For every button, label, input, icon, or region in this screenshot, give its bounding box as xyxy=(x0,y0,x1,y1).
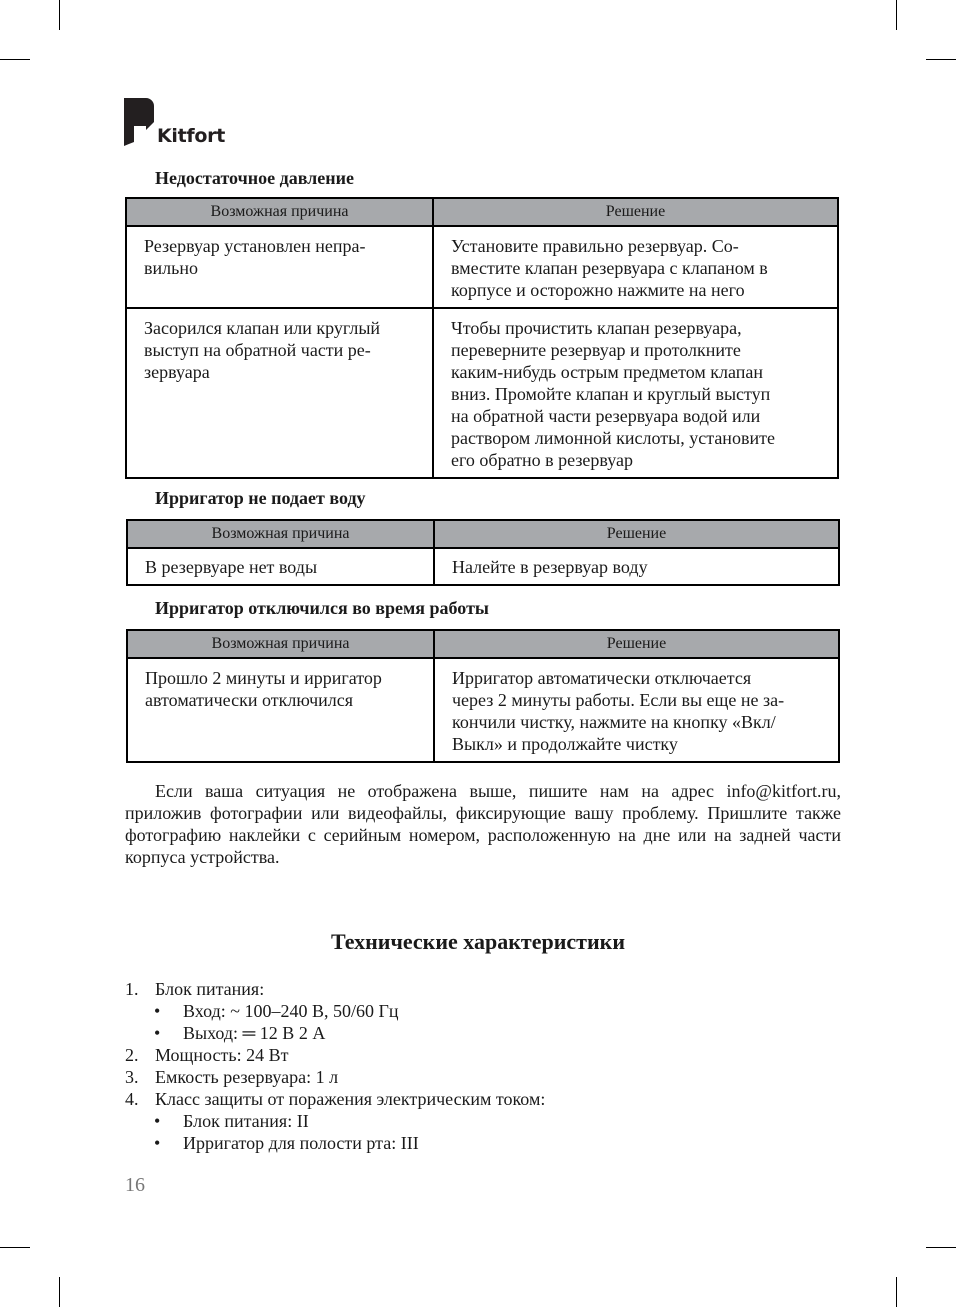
column-header-cause: Возможная причина xyxy=(127,630,434,658)
table-row xyxy=(126,226,838,308)
brand-logo xyxy=(124,98,225,146)
solution-cell: Налейте в резервуар воду xyxy=(434,548,839,585)
kitfort-logo-icon xyxy=(124,98,154,146)
contact-paragraph: Если ваша ситуация не отображена выше, пишите нам на адрес info@kitfort.ru, приложив фотографии или видеофайлы, фиксирующие вашу проблему. Пришлите также фотографию наклейки с серийным номером, расположенную на дне или на задней части корпуса устройства. xyxy=(125,781,841,867)
column-header-solution: Решение xyxy=(434,520,839,548)
column-header-solution: Решение xyxy=(433,198,838,226)
list-number: 2. xyxy=(125,1045,139,1065)
section-title-no-water: Ирригатор не подает воду xyxy=(155,488,366,508)
crop-mark xyxy=(896,0,897,30)
solution-cell: Установите правильно резервуар. Со- вместите клапан резервуара с клапаном в корпусе и осторожно нажмите на него xyxy=(433,226,838,308)
bullet: • xyxy=(154,1001,161,1021)
brand-name: Kitfort xyxy=(157,125,225,147)
crop-mark xyxy=(926,1247,956,1248)
list-text: Блок питания: II xyxy=(183,1111,309,1131)
table-header-row xyxy=(127,520,839,548)
table-header-row xyxy=(126,198,838,226)
crop-mark xyxy=(59,1277,60,1307)
page-number: 16 xyxy=(125,1174,145,1196)
table-row xyxy=(126,308,838,478)
list-text: Ирригатор для полости рта: III xyxy=(183,1133,419,1153)
specs-title: Технические характеристики xyxy=(330,929,626,954)
list-text: Мощность: 24 Вт xyxy=(155,1045,289,1065)
table-header-row xyxy=(127,630,839,658)
bullet: • xyxy=(154,1111,161,1131)
cause-cell: Засорился клапан или круглый выступ на обратной части ре- зервуара xyxy=(126,308,433,478)
crop-mark xyxy=(59,0,60,30)
bullet: • xyxy=(154,1023,161,1043)
section-title-low-pressure: Недостаточное давление xyxy=(155,168,355,188)
column-header-solution: Решение xyxy=(434,630,839,658)
list-text: Выход: ═ 12 В 2 А xyxy=(183,1023,326,1043)
list-text: Емкость резервуара: 1 л xyxy=(155,1067,339,1087)
crop-mark xyxy=(0,59,30,60)
bullet: • xyxy=(154,1133,161,1153)
troubleshooting-table-auto-off xyxy=(126,629,840,763)
list-number: 3. xyxy=(125,1067,139,1087)
list-text: Блок питания: xyxy=(155,979,265,999)
list-number: 1. xyxy=(125,979,139,999)
troubleshooting-table-low-pressure xyxy=(125,197,839,479)
list-text: Вход: ~ 100–240 В, 50/60 Гц xyxy=(183,1001,399,1021)
crop-mark xyxy=(926,59,956,60)
solution-cell: Чтобы прочистить клапан резервуара, переверните резервуар и протолкните каким-нибудь острым предметом клапан вниз. Промойте клапан и круглый выступ на обратной части резервуара водой или раствором лимонной кислоты, установите его обратно в резервуар xyxy=(433,308,838,478)
column-header-cause: Возможная причина xyxy=(126,198,433,226)
column-header-cause: Возможная причина xyxy=(127,520,434,548)
cause-cell: Прошло 2 минуты и ирригатор автоматически отключился xyxy=(127,658,434,762)
table-row xyxy=(127,548,839,585)
cause-cell: В резервуаре нет воды xyxy=(127,548,434,585)
crop-mark xyxy=(896,1277,897,1307)
crop-mark xyxy=(0,1247,30,1248)
list-number: 4. xyxy=(125,1089,139,1109)
cause-cell: Резервуар установлен непра- вильно xyxy=(126,226,433,308)
list-text: Класс защиты от поражения электрическим током: xyxy=(155,1089,546,1109)
section-title-auto-off: Ирригатор отключился во время работы xyxy=(155,598,489,618)
table-row xyxy=(127,658,839,762)
solution-cell: Ирригатор автоматически отключается через 2 минуты работы. Если вы еще не за- кончили чистку, нажмите на кнопку «Вкл/ Выкл» и продолжайте чистку xyxy=(434,658,839,762)
troubleshooting-table-no-water xyxy=(126,519,840,586)
